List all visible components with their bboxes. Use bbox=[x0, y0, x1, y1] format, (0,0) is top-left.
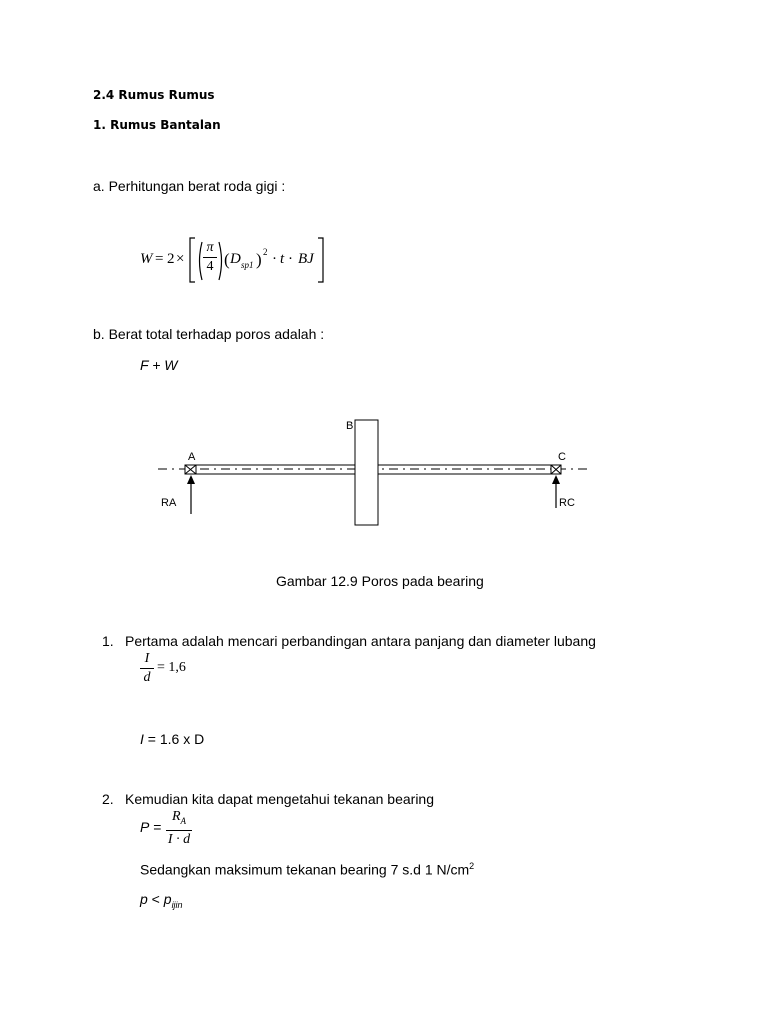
pressure-condition: $p < p_{ijin}$ bbox=[140, 891, 183, 910]
ratio-denominator: d bbox=[143, 670, 151, 685]
figure-caption: Gambar 12.9 Poros pada bearing bbox=[276, 573, 484, 589]
formula-dot1: · bbox=[272, 251, 277, 267]
item-a-label: a. Perhitungan berat roda gigi : bbox=[93, 178, 286, 194]
formula-dot2: · bbox=[288, 251, 293, 267]
step-2-number: 2. bbox=[102, 791, 114, 807]
label-ra: RA bbox=[161, 497, 177, 509]
section-heading: 2.4 Rumus Rumus bbox=[93, 88, 215, 102]
formula-coef: 2 bbox=[167, 251, 175, 267]
formula-d: D bbox=[230, 251, 241, 267]
gear-b bbox=[355, 420, 378, 525]
four: 4 bbox=[206, 259, 214, 274]
formula-t: t bbox=[280, 251, 285, 267]
formula-times: × bbox=[176, 251, 185, 267]
pressure-denominator: I · d bbox=[167, 831, 191, 847]
label-a: A bbox=[188, 451, 196, 463]
section-subheading: 1. Rumus Bantalan bbox=[93, 118, 221, 132]
step-2-text: Kemudian kita dapat mengetahui tekanan bearing bbox=[125, 791, 434, 807]
formula-d-sub: sp1 bbox=[241, 260, 254, 270]
shaft-bearing-figure bbox=[150, 410, 600, 535]
formula-exp: 2 bbox=[263, 247, 268, 257]
label-c: C bbox=[558, 451, 566, 463]
label-b: B bbox=[346, 420, 354, 432]
shaft-diagram bbox=[150, 410, 600, 535]
ratio-numerator: I bbox=[144, 651, 150, 666]
formula-eq: = bbox=[155, 251, 164, 267]
pressure-numerator: $R_A$ bbox=[171, 809, 187, 826]
pi-over-four bbox=[203, 240, 217, 275]
ratio-fraction bbox=[140, 651, 154, 686]
formula-w: W bbox=[140, 251, 153, 267]
pressure-lhs: P = bbox=[140, 819, 162, 835]
item-b-label: b. Berat total terhadap poros adalah : bbox=[93, 326, 325, 342]
step-1-text: Pertama adalah mencari perbandingan antara panjang dan diameter lubang bbox=[125, 633, 596, 649]
step-1-number: 1. bbox=[102, 633, 114, 649]
pressure-fraction bbox=[166, 809, 192, 848]
total-weight-expr: F + W bbox=[140, 357, 178, 373]
length-expression: I = 1.6 x D bbox=[140, 731, 205, 747]
right-bracket bbox=[316, 236, 326, 284]
label-rc: RC bbox=[559, 497, 575, 509]
formula-bj: BJ bbox=[298, 251, 314, 267]
pi-symbol: π bbox=[206, 240, 214, 255]
ratio-value: = 1,6 bbox=[157, 660, 186, 675]
max-pressure-text: Sedangkan maksimum tekanan bearing 7 s.d 1 $N/cm^2$ bbox=[140, 861, 475, 878]
